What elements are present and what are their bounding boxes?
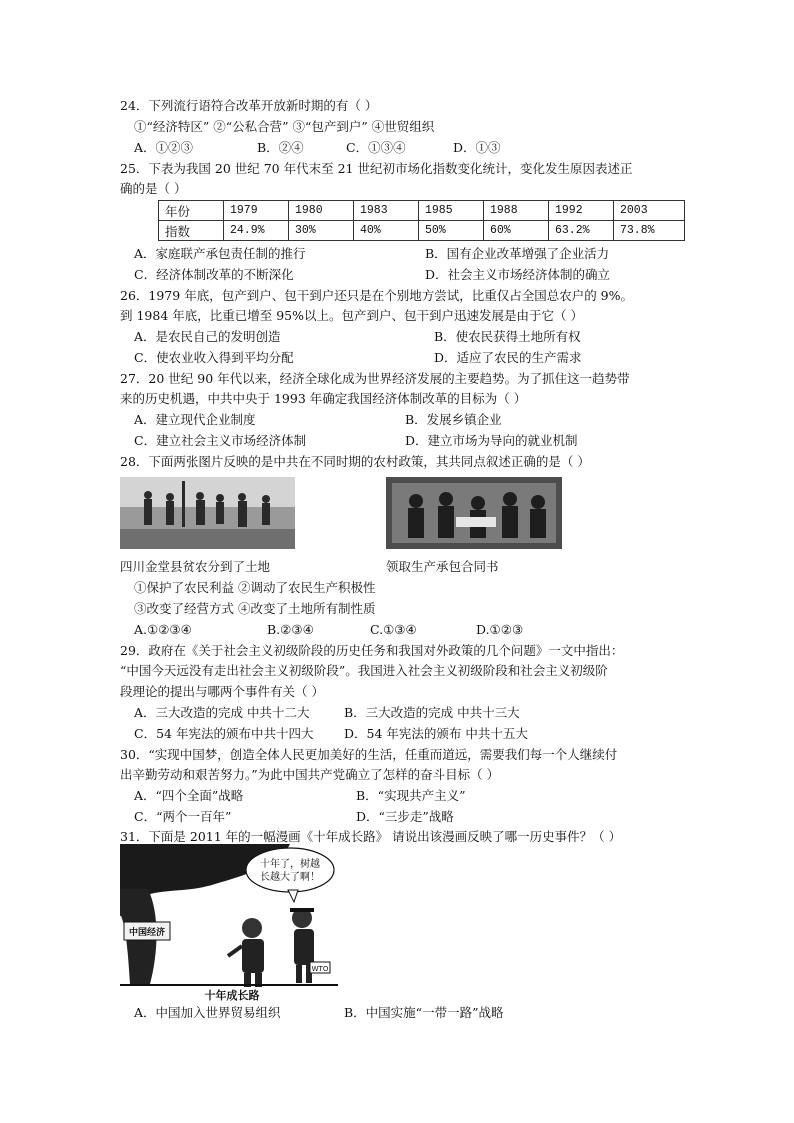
q29-stem-line3: 段理论的提出与哪两个事件有关（ ） <box>120 684 324 699</box>
q28-stem: 28．下面两张图片反映的是中共在不同时期的农村政策，其共同点叙述正确的是（ ） <box>120 454 590 469</box>
q27-option-d[interactable]: D．建立市场为导向的就业机制 <box>405 433 578 448</box>
table-cell: 24.9% <box>224 221 289 241</box>
q26-option-d[interactable]: D．适应了农民的生产需求 <box>434 350 582 365</box>
ten-years-growth-cartoon <box>120 844 338 1004</box>
q26-option-b[interactable]: B．使农民获得土地所有权 <box>434 329 581 344</box>
q24-stem: 24．下列流行语符合改革开放新时期的有（ ） <box>120 98 378 113</box>
table-cell: 40% <box>354 221 419 241</box>
table-cell: 50% <box>419 221 484 241</box>
speech-bubble-line2: 长越大了啊！ <box>260 872 320 883</box>
q26-stem-line1: 26．1979 年底，包产到户、包干到户还只是在个别地方尝试，比重仅占全国总农户的 9%。 <box>120 288 633 303</box>
q28-option-a[interactable]: A.①②③④ <box>134 622 192 637</box>
q29-option-a[interactable]: A．三大改造的完成 中共十二大 <box>134 705 310 720</box>
table-cell: 63.2% <box>549 221 614 241</box>
market-index-table <box>158 200 685 241</box>
table-cell: 2003 <box>614 201 685 221</box>
q25-stem-line1: 25．下表为我国 20 世纪 70 年代末至 21 世纪初市场化指数变化统计，变化发生原因表述正 <box>120 161 633 176</box>
q30-stem-line1: 30．“实现中国梦，创造全体人民更加美好的生活，任重而道远，需要我们每一个人继续付 <box>120 747 618 762</box>
table-cell: 60% <box>484 221 549 241</box>
q24-option-a[interactable]: A．①②③ <box>134 140 194 155</box>
cartoon-art <box>120 844 338 1004</box>
q29-option-d[interactable]: D．54 年宪法的颁布 中共十五大 <box>344 726 528 741</box>
table-cell: 1992 <box>549 201 614 221</box>
q24-items: ①“经济特区” ②“公私合营” ③“包产到户” ④世贸组织 <box>134 119 435 134</box>
q25-option-a[interactable]: A．家庭联产承包责任制的推行 <box>134 246 306 261</box>
q25-option-c[interactable]: C．经济体制改革的不断深化 <box>134 267 294 282</box>
cartoon-wto-badge: WTO <box>311 965 329 973</box>
q29-option-c[interactable]: C．54 年宪法的颁布中共十四大 <box>134 726 314 741</box>
q30-option-c[interactable]: C．“两个一百年” <box>134 809 232 824</box>
q28-caption-left: 四川金堂县贫农分到了土地 <box>120 559 271 574</box>
q29-stem-line2: “中国今天远没有走出社会主义初级阶段”。我国进入社会主义初级阶段和社会主义初级阶 <box>120 663 608 678</box>
q30-option-b[interactable]: B．“实现共产主义” <box>356 788 466 803</box>
q31-option-b[interactable]: B．中国实施“一带一路”战略 <box>344 1005 504 1020</box>
q25-stem-line2: 确的是（ ） <box>120 181 187 196</box>
q25-option-b[interactable]: B．国有企业改革增强了企业活力 <box>425 246 610 261</box>
table-cell: 1983 <box>354 201 419 221</box>
q31-option-a[interactable]: A．中国加入世界贸易组织 <box>134 1005 281 1020</box>
cartoon-sign: 中国经济 <box>128 928 166 938</box>
q25-option-d[interactable]: D．社会主义市场经济体制的确立 <box>425 267 611 282</box>
q30-option-d[interactable]: D．“三步走”战略 <box>356 809 454 824</box>
q28-option-b[interactable]: B.②③④ <box>267 622 314 637</box>
q30-option-a[interactable]: A．“四个全面”战略 <box>134 788 244 803</box>
q27-option-b[interactable]: B．发展乡镇企业 <box>405 412 502 427</box>
q29-stem-line1: 29．政府在《关于社会主义初级阶段的历史任务和我国对外政策的几个问题》一文中指出： <box>120 643 624 658</box>
q28-items-line1: ①保护了农民利益 ②调动了农民生产积极性 <box>134 580 376 595</box>
q26-option-a[interactable]: A．是农民自己的发明创造 <box>134 329 281 344</box>
q24-option-d[interactable]: D．①③ <box>453 140 501 155</box>
q24-option-b[interactable]: B．②④ <box>257 140 304 155</box>
q27-option-c[interactable]: C．建立社会主义市场经济体制 <box>134 433 307 448</box>
table-row-years <box>159 201 685 221</box>
table-row-index <box>159 221 685 241</box>
q30-stem-line2: 出辛勤劳动和艰苦努力。”为此中国共产党确立了怎样的奋斗目标（ ） <box>120 767 500 782</box>
table-cell: 30% <box>289 221 354 241</box>
q26-option-c[interactable]: C．使农业收入得到平均分配 <box>134 350 294 365</box>
cartoon-caption: 十年成长路 <box>204 989 260 1002</box>
table-cell: 1985 <box>419 201 484 221</box>
table-header-index: 指数 <box>159 221 224 241</box>
table-cell: 73.8% <box>614 221 685 241</box>
q28-option-d[interactable]: D.①②③ <box>476 622 524 637</box>
q28-caption-right: 领取生产承包合同书 <box>386 559 499 574</box>
q27-stem-line1: 27．20 世纪 90 年代以来，经济全球化成为世界经济发展的主要趋势。为了抓住这一趋势带 <box>120 371 630 386</box>
table-header-year: 年份 <box>159 201 224 221</box>
q28-items-line2: ③改变了经营方式 ④改变了土地所有制性质 <box>134 601 376 616</box>
q27-option-a[interactable]: A．建立现代企业制度 <box>134 412 256 427</box>
contract-photo <box>386 477 562 549</box>
speech-bubble-line1: 十年了，树越 <box>260 859 320 870</box>
q24-option-c[interactable]: C．①③④ <box>346 140 406 155</box>
table-cell: 1979 <box>224 201 289 221</box>
q26-stem-line2: 到 1984 年底，比重已增至 95%以上。包产到户、包干到户迅速发展是由于它（ ） <box>120 308 583 323</box>
table-cell: 1980 <box>289 201 354 221</box>
contract-photo-art <box>386 477 562 549</box>
q29-option-b[interactable]: B．三大改造的完成 中共十三大 <box>344 705 520 720</box>
land-reform-photo-art <box>120 477 295 549</box>
q31-stem: 31．下面是 2011 年的一幅漫画《十年成长路》 请说出该漫画反映了哪一历史事件？（ ） <box>120 829 622 844</box>
q28-option-c[interactable]: C.①③④ <box>370 622 417 637</box>
land-reform-photo <box>120 477 295 549</box>
q27-stem-line2: 来的历史机遇，中共中央于 1993 年确定我国经济体制改革的目标为（ ） <box>120 391 527 406</box>
table-cell: 1988 <box>484 201 549 221</box>
